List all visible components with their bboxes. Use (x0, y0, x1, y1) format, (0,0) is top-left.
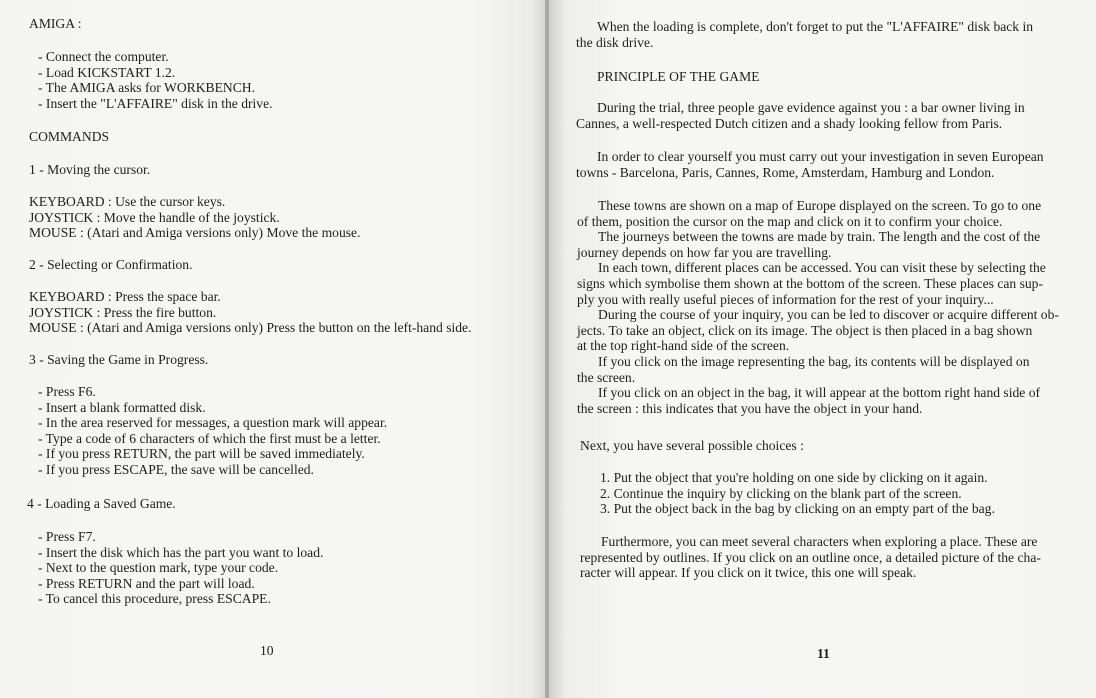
list-item: - Press F6. (38, 384, 96, 399)
choices-list (600, 470, 995, 517)
list-item: - Insert a blank formatted disk. (38, 399, 206, 415)
section4-title: 4 - Loading a Saved Game. (27, 496, 176, 511)
amiga-steps-list (38, 49, 273, 111)
list-item: 3. Put the object back in the bag by clicking on an empty part of the bag. (600, 501, 995, 517)
next-choices-line: Next, you have several possible choices : (580, 438, 804, 453)
section3-lines (38, 384, 387, 478)
trial-paragraph: During the trial, three people gave evidence against you : a bar owner living in Cannes, a well-respected Dutch citizen and a shady looking fellow from Paris. (576, 100, 1025, 131)
towns-paragraph: These towns are shown on a map of Europe displayed on the screen. To go to one of them, position the cursor on the map and click on it to confirm your choice. The journeys between the towns are made by train. The length and the cost of the journey depends on how far you are travelling. In each town, different places can be accessed. You can visit these by selecting the signs which symbolise them shown at the bottom of the screen. These places can sup- ply you with really useful pieces of information for the rest of your inquiry... During the course of your inquiry, you can be led to discover or acquire different ob- jects. To take an object, click on its image. The object is then placed in a bag shown at the top right-hand side of the screen. If you click on the image representing the bag, its contents will be displayed on the screen. If you click on an object in the bag, it will appear at the bottom right hand side of the screen : this indicates that you have the object in your hand. (577, 198, 1059, 416)
section2-lines (29, 289, 472, 336)
list-item: JOYSTICK : Move the handle of the joystick. (29, 209, 280, 225)
section3-title: 3 - Saving the Game in Progress. (29, 352, 209, 367)
list-item: - Insert the "L'AFFAIRE" disk in the drive. (38, 95, 273, 111)
list-item: - If you press ESCAPE, the save will be cancelled. (38, 461, 314, 477)
list-item: KEYBOARD : Use the cursor keys. (29, 194, 226, 209)
list-item: 1. Put the object that you're holding on one side by clicking on it again. (600, 470, 988, 485)
heading-amiga: AMIGA : (29, 16, 82, 31)
section4-lines (38, 529, 323, 607)
right-page (549, 0, 1096, 698)
list-item: - Press F7. (38, 529, 96, 544)
list-item: - Insert the disk which has the part you want to load. (38, 544, 324, 560)
section1-title: 1 - Moving the cursor. (29, 162, 151, 177)
list-item: - Connect the computer. (38, 49, 169, 64)
section2-title: 2 - Selecting or Confirmation. (29, 257, 193, 272)
intro-paragraph: When the loading is complete, don't forget to put the "L'AFFAIRE" disk back in the disk drive. (576, 19, 1034, 50)
list-item: - Load KICKSTART 1.2. (38, 64, 176, 80)
heading-commands: COMMANDS (29, 129, 110, 144)
section1-lines (29, 194, 361, 241)
list-item: - Press RETURN and the part will load. (38, 575, 255, 591)
list-item: JOYSTICK : Press the fire button. (29, 304, 217, 320)
list-item: MOUSE : (Atari and Amiga versions only) Press the button on the left-hand side. (29, 320, 472, 336)
list-item: - In the area reserved for messages, a question mark will appear. (38, 415, 388, 431)
list-item: KEYBOARD : Press the space bar. (29, 289, 221, 304)
left-page (0, 0, 547, 698)
list-item: 2. Continue the inquiry by clicking on the blank part of the screen. (600, 485, 962, 501)
list-item: MOUSE : (Atari and Amiga versions only) Move the mouse. (29, 225, 361, 241)
characters-paragraph: Furthermore, you can meet several characters when exploring a place. These are represented by outlines. If you click on an outline once, a detailed picture of the cha- racter will appear. If you click on it twice, this one will speak. (580, 534, 1041, 581)
page-number-left: 10 (260, 643, 274, 658)
clear-paragraph: In order to clear yourself you must carry out your investigation in seven European towns - Barcelona, Paris, Cannes, Rome, Amsterdam, Hamburg and London. (576, 149, 1044, 180)
page-number-right: 11 (817, 646, 830, 661)
list-item: - If you press RETURN, the part will be saved immediately. (38, 446, 365, 462)
list-item: - The AMIGA asks for WORKBENCH. (38, 80, 255, 96)
list-item: - Type a code of 6 characters of which the first must be a letter. (38, 430, 381, 446)
heading-principle: PRINCIPLE OF THE GAME (597, 69, 760, 84)
list-item: - To cancel this procedure, press ESCAPE. (38, 591, 271, 607)
list-item: - Next to the question mark, type your code. (38, 560, 279, 576)
